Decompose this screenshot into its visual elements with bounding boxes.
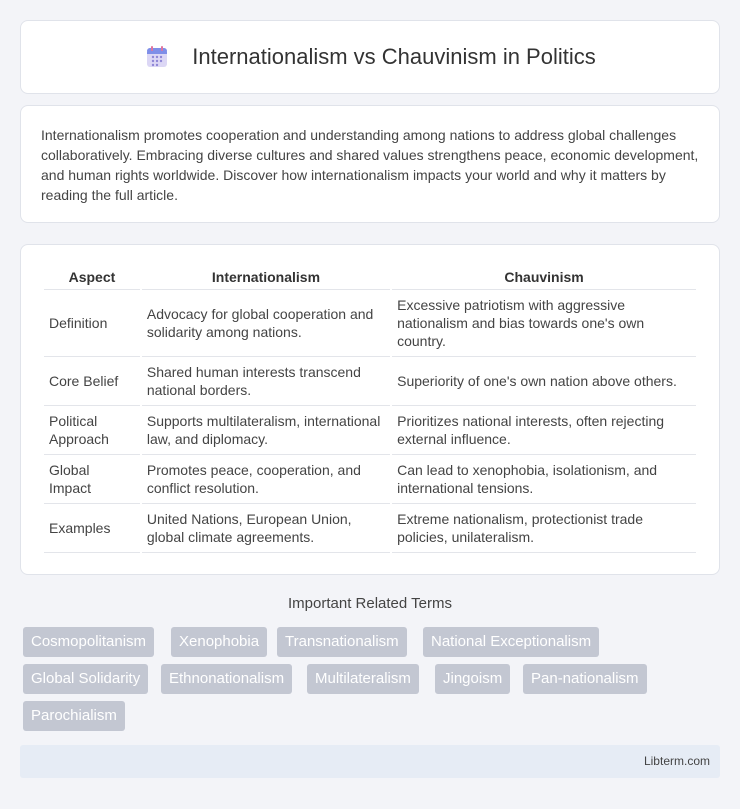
calendar-icon: [144, 44, 170, 70]
table-row: [44, 455, 696, 504]
tag-ethnonationalism[interactable]: Ethnonationalism: [161, 664, 292, 694]
table-cell-chauvinism: Prioritizes national interests, often rejecting external influence.: [392, 406, 696, 455]
header-card: [20, 20, 720, 94]
tag-jingoism[interactable]: Jingoism: [435, 664, 510, 694]
intro-text: Internationalism promotes cooperation and understanding among nations to address global challenges collaboratively. Embracing diverse cultures and shared values strengthens peace, economic development, and human rights worldwide. Discover how internationalism impacts your world and why it matters by reading the full article.: [41, 127, 699, 203]
table-cell-aspect: Political Approach: [44, 406, 140, 455]
column-header-aspect: Aspect: [44, 265, 140, 290]
table-cell-aspect: Definition: [44, 290, 140, 357]
table-row: [44, 290, 696, 357]
table-cell-chauvinism: Can lead to xenophobia, isolationism, and international tensions.: [392, 455, 696, 504]
table-cell-internationalism: United Nations, European Union, global climate agreements.: [142, 504, 390, 553]
table-cell-aspect: Examples: [44, 504, 140, 553]
table-cell-chauvinism: Superiority of one's own nation above others.: [392, 357, 696, 406]
tag-global-solidarity[interactable]: Global Solidarity: [23, 664, 148, 694]
tag-pan-nationalism[interactable]: Pan-nationalism: [523, 664, 647, 694]
table-cell-aspect: Global Impact: [44, 455, 140, 504]
table-cell-internationalism: Advocacy for global cooperation and solidarity among nations.: [142, 290, 390, 357]
tag-parochialism[interactable]: Parochialism: [23, 701, 125, 731]
intro-card: [20, 105, 720, 223]
table-row: [44, 357, 696, 406]
tag-multilateralism[interactable]: Multilateralism: [307, 664, 419, 694]
comparison-table-card: [20, 244, 720, 575]
page-title: Internationalism vs Chauvinism in Politics: [192, 44, 596, 69]
table-cell-chauvinism: Excessive patriotism with aggressive nationalism and bias towards one's own country.: [392, 290, 696, 357]
table-cell-chauvinism: Extreme nationalism, protectionist trade policies, unilateralism.: [392, 504, 696, 553]
table-cell-internationalism: Shared human interests transcend national borders.: [142, 357, 390, 406]
table-cell-internationalism: Promotes peace, cooperation, and conflict resolution.: [142, 455, 390, 504]
related-terms-title: Important Related Terms: [288, 595, 452, 612]
column-header-internationalism: Internationalism: [142, 265, 390, 290]
footer: [20, 745, 720, 778]
table-row: [44, 504, 696, 553]
table-header-row: [44, 265, 696, 290]
table-cell-aspect: Core Belief: [44, 357, 140, 406]
tag-xenophobia[interactable]: Xenophobia: [171, 627, 267, 657]
footer-link[interactable]: Libterm.com: [643, 754, 710, 768]
comparison-table: [42, 265, 698, 553]
tag-national-exceptionalism[interactable]: National Exceptionalism: [423, 627, 599, 657]
tag-cosmopolitanism[interactable]: Cosmopolitanism: [23, 627, 154, 657]
table-row: [44, 406, 696, 455]
tag-transnationalism[interactable]: Transnationalism: [277, 627, 407, 657]
table-cell-internationalism: Supports multilateralism, international law, and diplomacy.: [142, 406, 390, 455]
column-header-chauvinism: Chauvinism: [392, 265, 696, 290]
